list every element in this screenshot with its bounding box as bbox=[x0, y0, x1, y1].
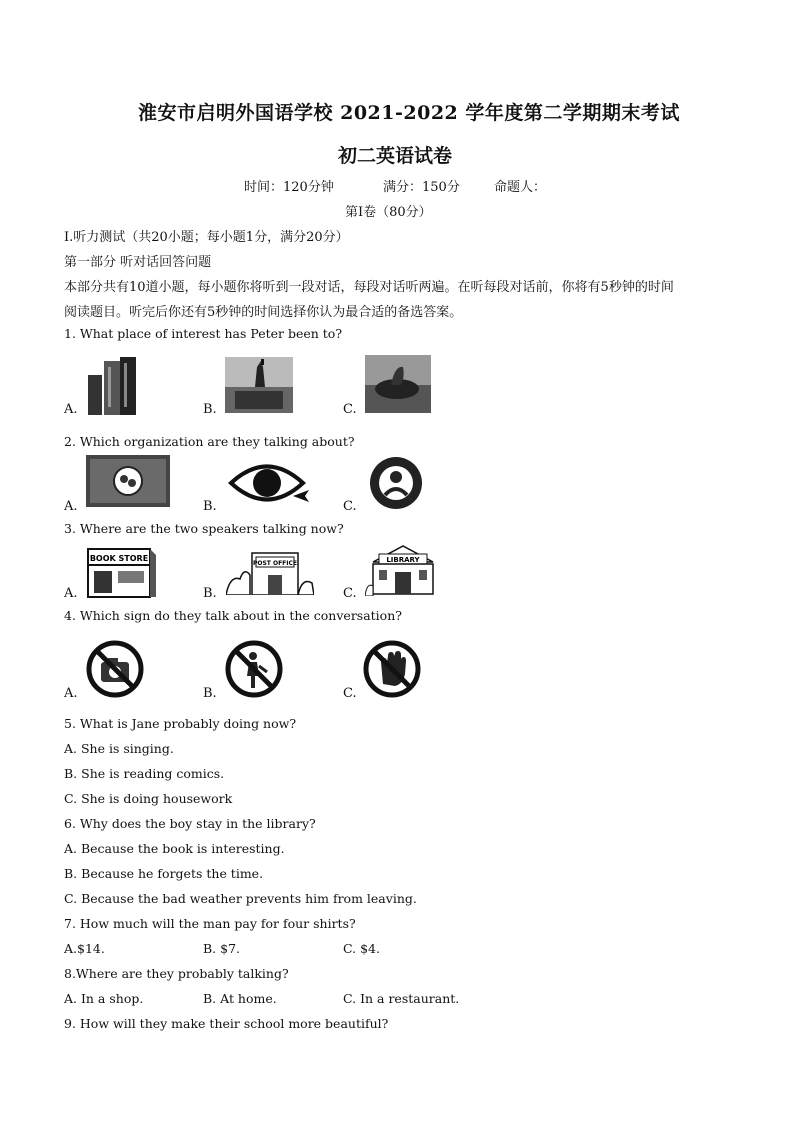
question-6: 6. Why does the boy stay in the library? bbox=[64, 816, 316, 831]
q2-option-b[interactable]: B. bbox=[203, 499, 217, 514]
q1-option-b-image bbox=[225, 357, 293, 413]
question-3: 3. Where are the two speakers talking now? bbox=[64, 521, 344, 536]
q1-option-c-image bbox=[365, 355, 431, 413]
q8-option-c[interactable]: C. In a restaurant. bbox=[343, 991, 460, 1006]
question-1: 1. What place of interest has Peter been to? bbox=[64, 326, 343, 341]
instructions-line-1: 本部分共有10道小题，每小题你将听到一段对话，每段对话听两遍。在听每段对话前，你将有5秒钟的时间 bbox=[64, 280, 674, 295]
library-sign: LIBRARY bbox=[386, 556, 420, 564]
q4-option-b-image bbox=[225, 640, 283, 698]
q6-option-c[interactable]: C. Because the bad weather prevents him from leaving. bbox=[64, 891, 417, 906]
exam-author: 命题人： bbox=[494, 180, 547, 195]
book-store-sign: BOOK STORE bbox=[89, 554, 149, 563]
q1-option-c[interactable]: C. bbox=[343, 402, 357, 417]
q5-option-b[interactable]: B. She is reading comics. bbox=[64, 766, 225, 781]
question-7: 7. How much will the man pay for four shirts? bbox=[64, 916, 356, 931]
q3-option-a[interactable]: A. bbox=[64, 586, 78, 601]
q5-option-a[interactable]: A. She is singing. bbox=[64, 741, 174, 756]
q3-option-a-image bbox=[86, 543, 158, 599]
q7-option-c[interactable]: C. $4. bbox=[343, 941, 380, 956]
q1-option-a-image bbox=[86, 355, 140, 415]
q1-option-a[interactable]: A. bbox=[64, 402, 78, 417]
q8-option-b[interactable]: B. At home. bbox=[203, 991, 277, 1006]
question-5: 5. What is Jane probably doing now? bbox=[64, 716, 297, 731]
question-4: 4. Which sign do they talk about in the conversation? bbox=[64, 608, 402, 623]
q6-option-a[interactable]: A. Because the book is interesting. bbox=[64, 841, 285, 856]
exam-subtitle: 初二英语试卷 bbox=[338, 145, 453, 167]
post-office-sign: POST OFFICE bbox=[252, 560, 298, 567]
q2-option-a[interactable]: A. bbox=[64, 499, 78, 514]
part-heading: 第一部分 听对话回答问题 bbox=[64, 255, 212, 270]
q8-option-a[interactable]: A. In a shop. bbox=[64, 991, 144, 1006]
q2-option-c[interactable]: C. bbox=[343, 499, 357, 514]
volume-heading: 第Ⅰ卷（80分） bbox=[345, 205, 432, 220]
q6-option-b[interactable]: B. Because he forgets the time. bbox=[64, 866, 264, 881]
exam-time: 时间：120分钟 bbox=[244, 180, 334, 195]
q4-option-c[interactable]: C. bbox=[343, 686, 357, 701]
q5-option-c[interactable]: C. She is doing housework bbox=[64, 791, 233, 806]
q4-option-c-image bbox=[363, 640, 421, 698]
q7-option-a[interactable]: A.$14. bbox=[64, 941, 105, 956]
q2-option-b-image bbox=[227, 456, 311, 510]
section-heading: Ⅰ.听力测试（共20小题；每小题1分，满分20分） bbox=[64, 230, 349, 245]
q2-option-a-image bbox=[86, 455, 170, 507]
q2-option-c-image bbox=[365, 455, 427, 511]
q3-option-c-image bbox=[365, 542, 441, 596]
q3-option-b[interactable]: B. bbox=[203, 586, 217, 601]
q1-option-b[interactable]: B. bbox=[203, 402, 217, 417]
exam-score: 满分：150分 bbox=[383, 180, 460, 195]
exam-title: 淮安市启明外国语学校 2021-2022 学年度第二学期期末考试 bbox=[138, 102, 680, 124]
q3-option-b-image bbox=[226, 545, 314, 595]
q3-option-c[interactable]: C. bbox=[343, 586, 357, 601]
question-2: 2. Which organization are they talking about? bbox=[64, 434, 355, 449]
instructions-line-2: 阅读题目。听完后你还有5秒钟的时间选择你认为最合适的备选答案。 bbox=[64, 305, 463, 320]
question-8: 8.Where are they probably talking? bbox=[64, 966, 289, 981]
q4-option-a-image bbox=[86, 640, 144, 698]
question-9: 9. How will they make their school more beautiful? bbox=[64, 1016, 389, 1031]
q7-option-b[interactable]: B. $7. bbox=[203, 941, 241, 956]
q4-option-b[interactable]: B. bbox=[203, 686, 217, 701]
q4-option-a[interactable]: A. bbox=[64, 686, 78, 701]
